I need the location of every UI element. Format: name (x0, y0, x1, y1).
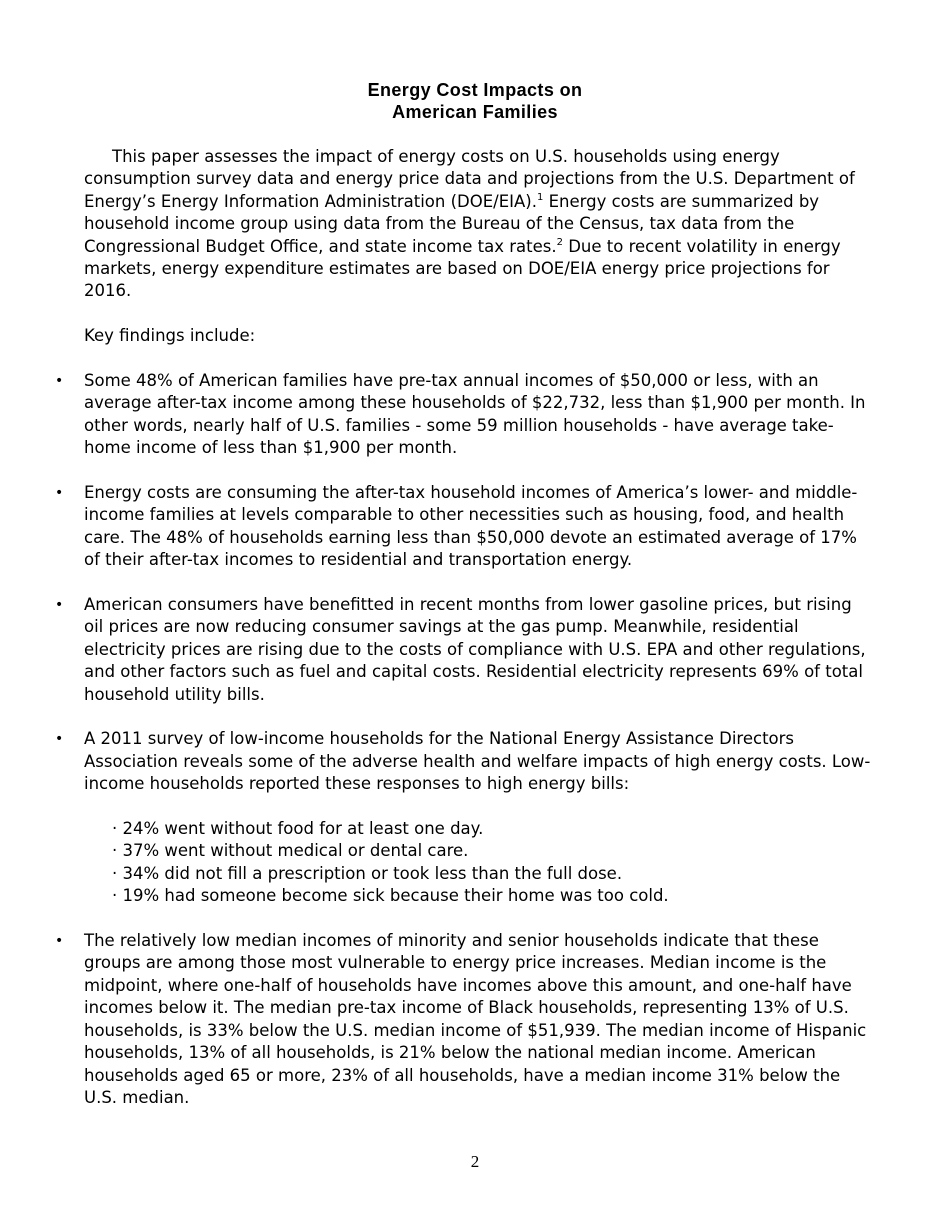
key-findings-list (55, 370, 874, 1132)
bullet-icon: • (55, 731, 64, 748)
survey-response-item: · 34% did not fill a prescription or took less than the full dose. (112, 863, 623, 883)
intro-text-2: Energy costs are summarized by household income group using data from the Bureau of the Census, tax data from the Congressional Budget Office, and state income tax rates. (84, 191, 820, 256)
page-number: 2 (470, 1152, 480, 1171)
footnote-ref-1: 1 (536, 191, 544, 203)
survey-response-item: · 37% went without medical or dental care. (112, 841, 469, 861)
finding-item-4 (55, 728, 874, 907)
finding-item-2 (55, 482, 874, 572)
bullet-icon: • (55, 597, 64, 614)
key-findings-label: Key findings include: (84, 326, 256, 345)
document-title (0, 79, 950, 123)
title-line-2: American Families (392, 102, 558, 122)
intro-paragraph (84, 146, 874, 303)
finding-text: A 2011 survey of low-income households for the National Energy Assistance Directors Association reveals some of the adverse health and welfare impacts of high energy costs. Low-income households reported these responses to high energy bills: (84, 729, 871, 794)
finding-text: American consumers have benefitted in recent months from lower gasoline prices, but rising oil prices are now reducing consumer savings at the gas pump. Meanwhile, residential electricity prices are rising due to the costs of compliance with U.S. EPA and other regulations, and other factors such as fuel and capital costs. Residential electricity represents 69% of total household utility bills. (84, 595, 866, 704)
bullet-icon: • (55, 485, 64, 502)
finding-text: Energy costs are consuming the after-tax household incomes of America’s lower- and middle-income families at levels comparable to other necessities such as housing, food, and health care. The 48% of households earning less than $50,000 devote an estimated average of 17% of their after-tax incomes to residential and transportation energy. (84, 483, 858, 570)
finding-item-3 (55, 594, 874, 706)
survey-responses-list (112, 818, 874, 908)
finding-text: The relatively low median incomes of minority and senior households indicate that these groups are among those most vulnerable to energy price increases. Median income is the midpoint, where one-half of households have incomes above this amount, and one-half have incomes below it. The median pre-tax income of Black households, representing 13% of U.S. households, is 33% below the U.S. median income of $51,939. The median income of Hispanic households, 13% of all households, is 21% below the national median income. American households aged 65 or more, 23% of all households, have a median income 31% below the U.S. median. (84, 931, 867, 1107)
bullet-icon: • (55, 933, 64, 950)
intro-text-1: This paper assesses the impact of energy costs on U.S. households using energy consumption survey data and energy price data and projections from the U.S. Department of Energy’s Energy Information Administration (DOE/EIA). (84, 147, 855, 211)
finding-item-5 (55, 930, 874, 1109)
bullet-icon: • (55, 373, 64, 389)
finding-text: Some 48% of American families have pre-tax annual incomes of $50,000 or less, with an average after-tax income among these households of $22,732, less than $1,900 per month. In other words, nearly half of U.S. families - some 59 million households - have average take-home income of less than $1,900 per month. (84, 371, 866, 458)
finding-item-1 (55, 370, 874, 460)
intro-text-3: Due to recent volatility in energy markets, energy expenditure estimates are based on DOE/EIA energy price projections for 2016. (84, 236, 841, 301)
footnote-ref-2: 2 (556, 236, 563, 248)
title-line-1: Energy Cost Impacts on (367, 80, 583, 100)
survey-response-item: · 19% had someone become sick because their home was too cold. (112, 886, 669, 906)
survey-response-item: · 24% went without food for at least one day. (112, 819, 484, 839)
